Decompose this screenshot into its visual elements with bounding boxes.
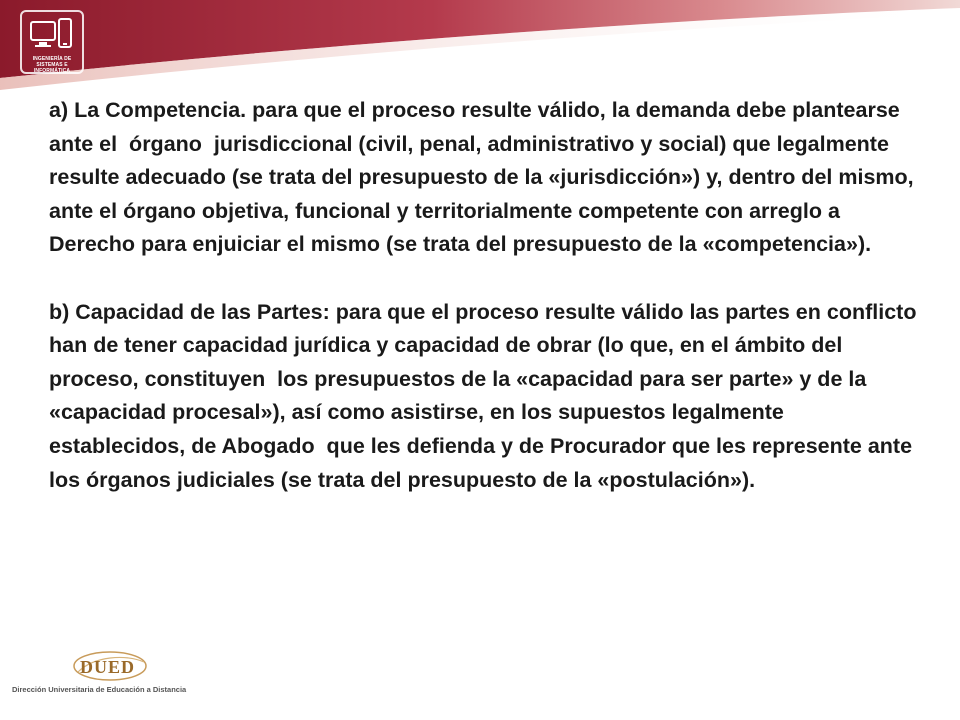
banner-swoosh — [0, 0, 960, 92]
paragraph-competencia: a) La Competencia. para que el proceso resulte válido, la demanda debe plantearse ante el órgano jurisdiccional (civil, penal, administrativo y social) que legalmente resulte adecuado (se trata del presupuesto de la «jurisdicción») y, dentro del mismo, ante el órgano objetiva, funcional y territorialmente competente con arreglo a Derecho para enjuiciar el mismo (se trata del presupuesto de la «competencia»). — [49, 98, 920, 257]
paragraph-capacidad: b) Capacidad de las Partes: para que el proceso resulte válido las partes en conflicto han de tener capacidad jurídica y capacidad de obrar (lo que, en el ámbito del proceso, constituyen los presupuestos de la «capacidad para ser parte» y de la «capacidad procesal»), así como asistirse, en los supuestos legalmente establecidos, de Abogado que les defienda y de Procurador que les represente ante los órganos judiciales (se trata del presupuesto de la «postulación»). — [49, 299, 923, 492]
dued-logo — [12, 648, 212, 704]
slide-body — [49, 94, 923, 497]
faculty-logo — [20, 10, 84, 74]
header-banner — [0, 0, 960, 92]
footer-caption: Dirección Universitaria de Educación a Distancia — [12, 685, 187, 694]
logo-caption: INGENIERÍA DE SISTEMAS E INFORMÁTICA — [32, 56, 72, 74]
dued-wordmark: DUED — [80, 657, 136, 677]
computer-and-phone-icon — [30, 18, 74, 54]
